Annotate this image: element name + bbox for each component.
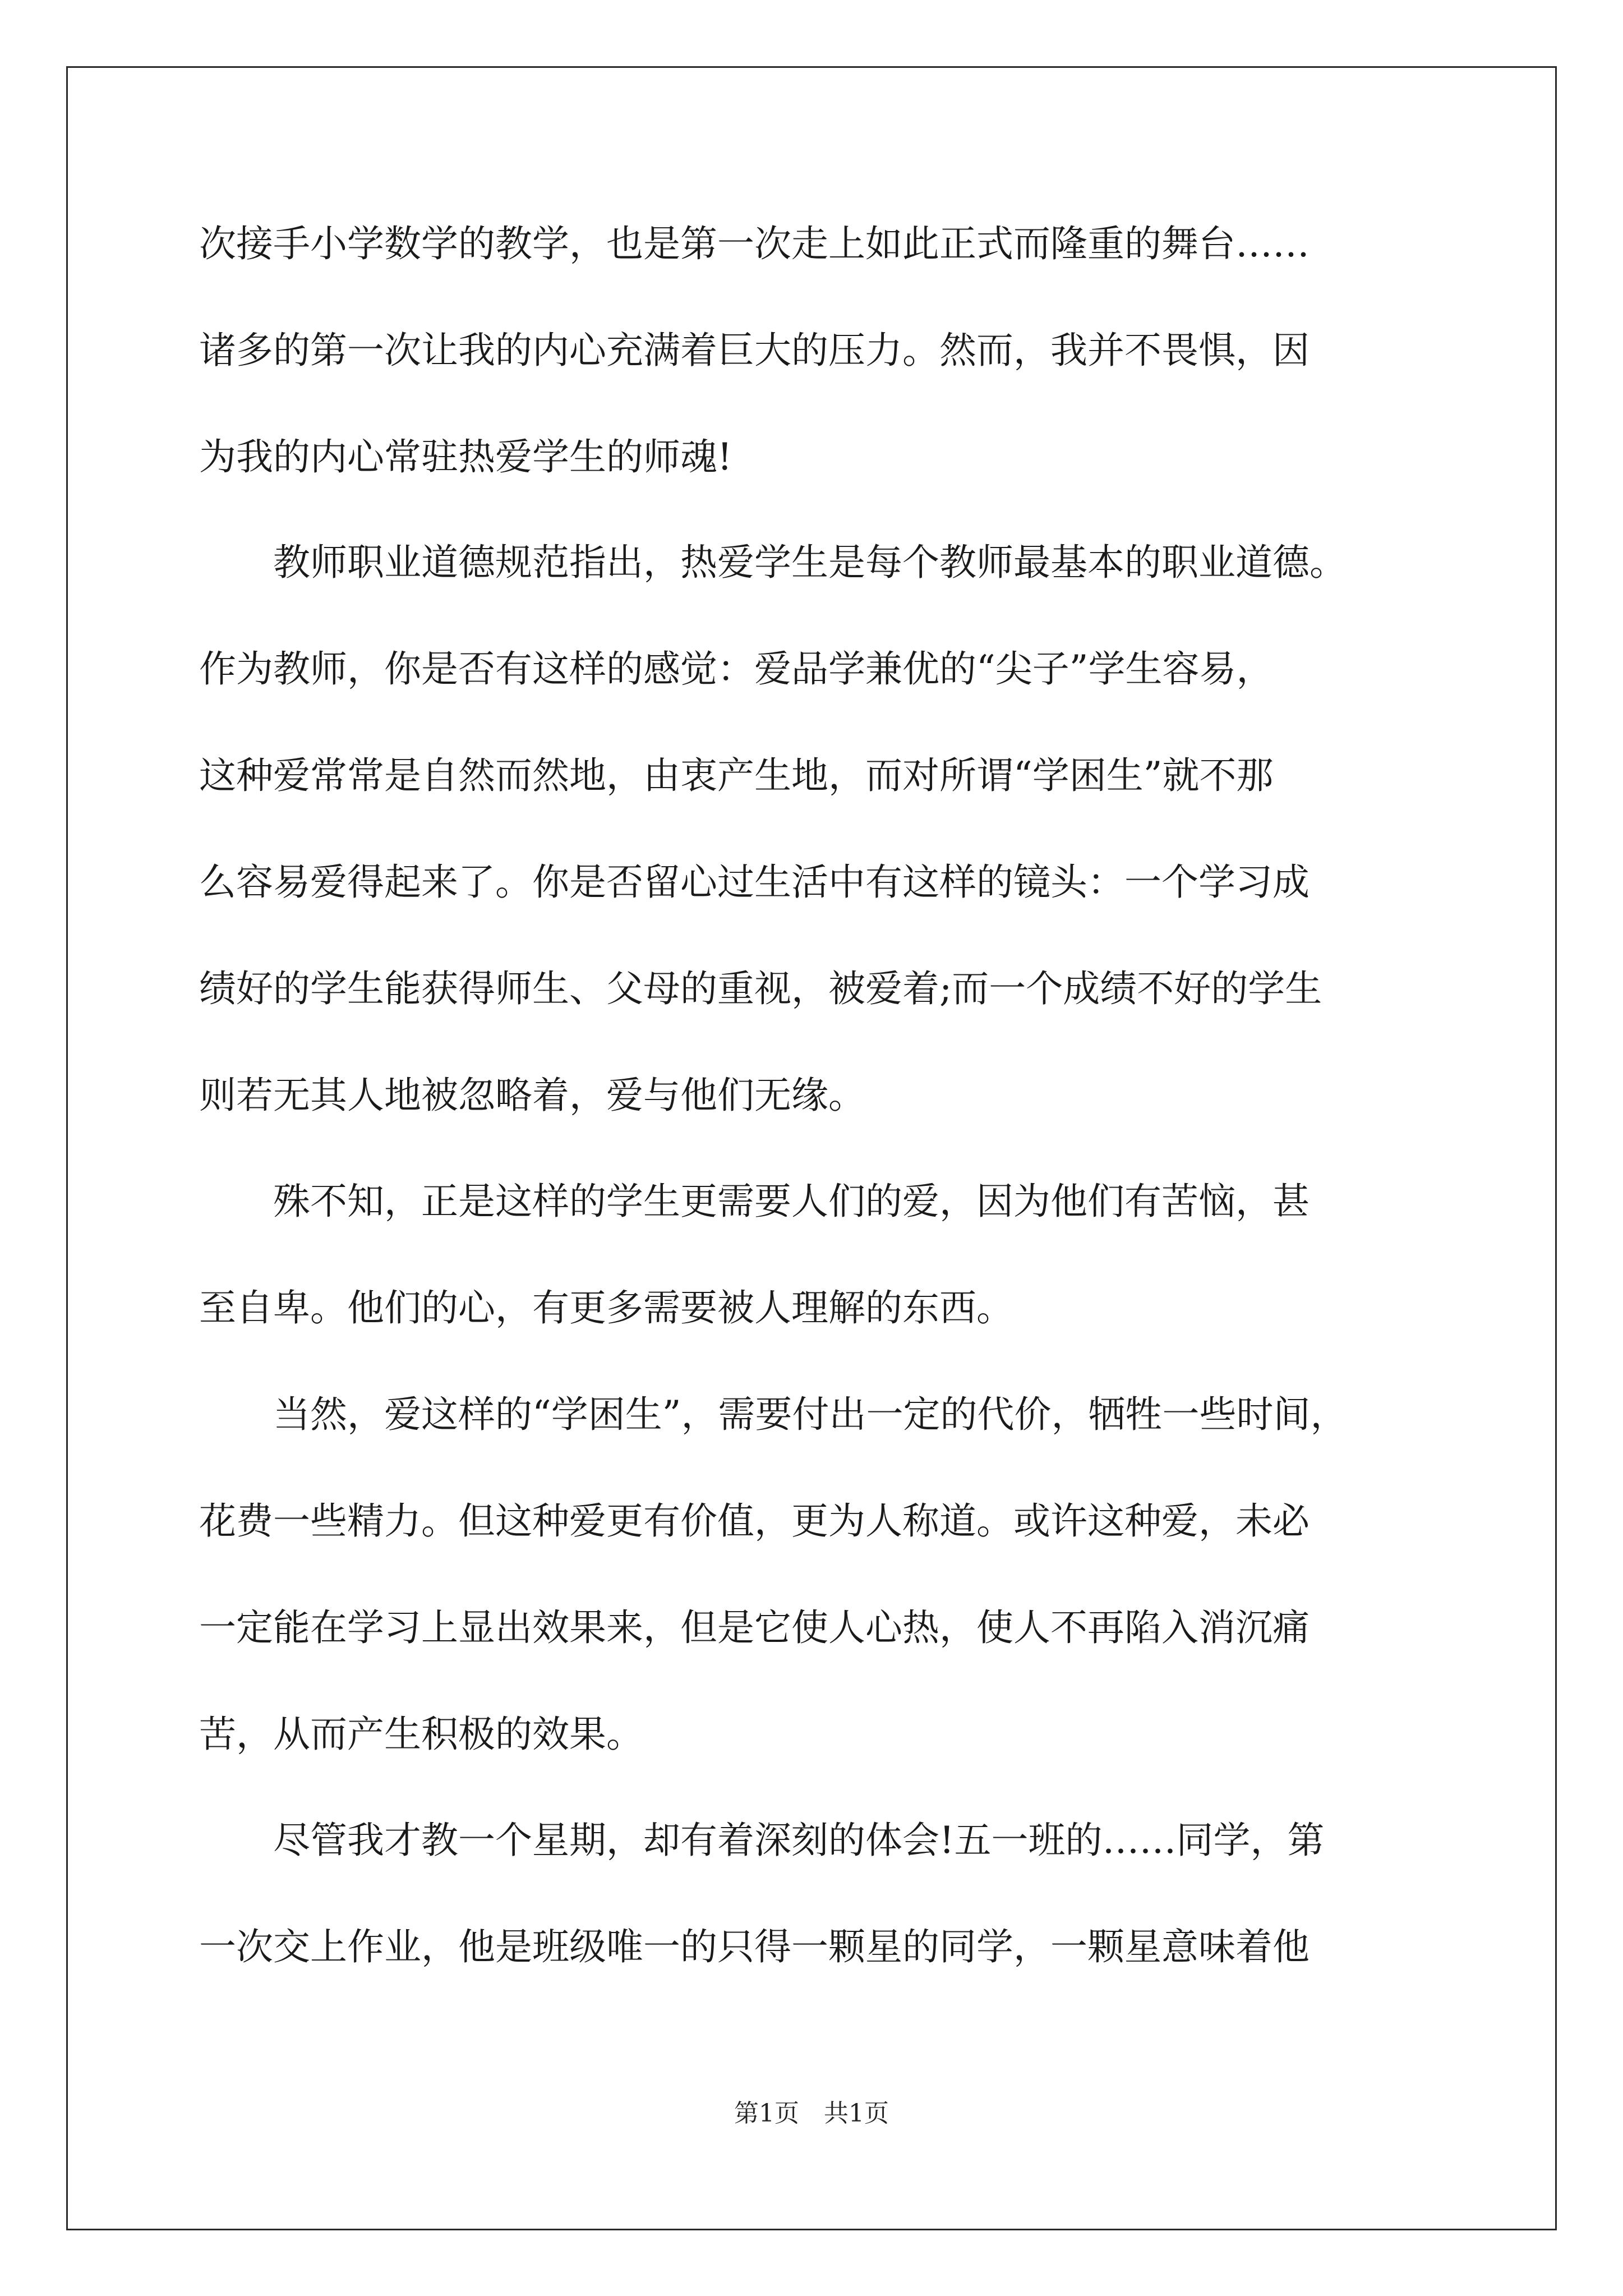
text-line: 一定能在学习上显出效果来，但是它使人心热，使人不再陷入消沉痛 (199, 1606, 1310, 1649)
text-line: 教师职业道德规范指出，热爱学生是每个教师最基本的职业道德。 (199, 541, 1347, 584)
text-line: 绩好的学生能获得师生、父母的重视，被爱着;而一个成绩不好的学生 (199, 967, 1322, 1010)
page-number-footer: 第1页 共1页 (734, 2099, 889, 2128)
text-line: 则若无其人地被忽略着，爱与他们无缘。 (199, 1074, 865, 1117)
text-line: 至自卑。他们的心，有更多需要被人理解的东西。 (199, 1286, 1013, 1329)
text-line: 么容易爱得起来了。你是否留心过生活中有这样的镜头：一个学习成 (199, 861, 1310, 904)
text-line: 诸多的第一次让我的内心充满着巨大的压力。然而，我并不畏惧，因 (199, 329, 1310, 372)
text-line: 这种爱常常是自然而然地，由衷产生地，而对所谓“学困生”就不那 (199, 754, 1274, 797)
text-line: 殊不知，正是这样的学生更需要人们的爱，因为他们有苦恼，甚 (199, 1180, 1310, 1223)
text-line: 花费一些精力。但这种爱更有价值，更为人称道。或许这种爱，未必 (199, 1499, 1310, 1543)
page-frame (66, 66, 1557, 2230)
text-line: 一次交上作业，他是班级唯一的只得一颗星的同学，一颗星意味着他 (199, 1925, 1310, 1968)
text-line: 为我的内心常驻热爱学生的师魂! (199, 435, 732, 478)
text-line: 苦，从而产生积极的效果。 (199, 1713, 643, 1756)
text-line: 次接手小学数学的教学，也是第一次走上如此正式而隆重的舞台…… (199, 222, 1310, 265)
text-line: 当然，爱这样的“学困生”，需要付出一定的代价，牺牲一些时间， (199, 1393, 1348, 1436)
text-line: 尽管我才教一个星期，却有着深刻的体会!五一班的……同学，第 (199, 1819, 1325, 1862)
text-line: 作为教师，你是否有这样的感觉：爱品学兼优的“尖子”学生容易， (199, 647, 1274, 691)
